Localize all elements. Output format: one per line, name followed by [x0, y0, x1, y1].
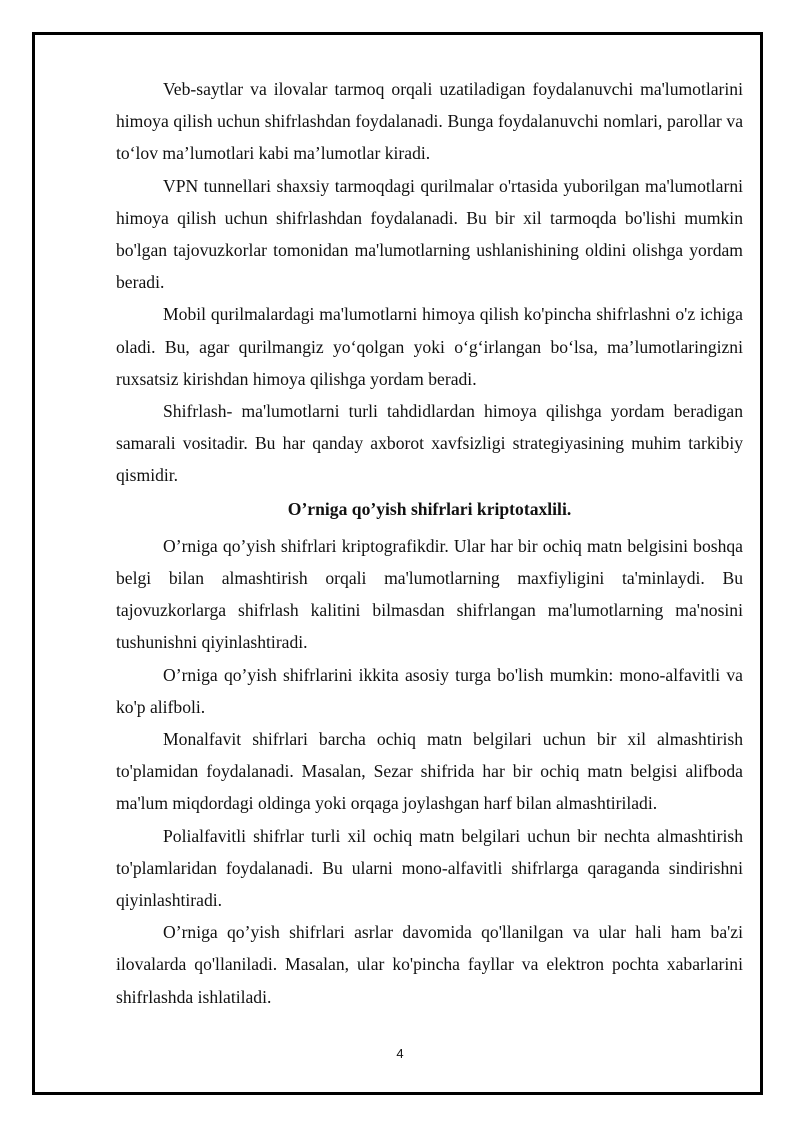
paragraph-monoalphabetic: Monalfavit shifrlari barcha ochiq matn belgilari uchun bir xil almashtirish to'plamidan foydalanadi. Masalan, Sezar shifrida har bir ochiq matn belgisi alifboda ma'lum miqdordagi oldinga yoki orqaga joylashgan harf bilan almashtiriladi. — [116, 729, 743, 814]
document-body — [116, 73, 743, 1013]
section-heading: O’rniga qo’yish shifrlari kriptotaxlili. — [287, 498, 572, 519]
paragraph-mobile-encryption: Mobil qurilmalardagi ma'lumotlarni himoya qilish ko'pincha shifrlashni o'z ichiga oladi. Bu, agar qurilmangiz yo‘qolgan yoki o‘g‘irlangan bo‘lsa, ma’lumotlaringizni ruxsatsiz kirishdan himoya qilishga yordam beradi. — [116, 304, 743, 389]
paragraph-substitution-usage: O’rniga qo’yish shifrlari asrlar davomida qo'llanilgan va ular hali ham ba'zi ilovalarda qo'llaniladi. Masalan, ular ko'pincha fayllar va elektron pochta xabarlarini shifrlashda ishlatiladi. — [116, 922, 743, 1007]
paragraph-web-encryption: Veb-saytlar va ilovalar tarmoq orqali uzatiladigan foydalanuvchi ma'lumotlarini himoya qilish uchun shifrlashdan foydalanadi. Bunga foydalanuvchi nomlari, parollar va to‘lov ma’lumotlari kabi ma’lumotlar kiradi. — [116, 79, 743, 164]
paragraph-vpn-encryption: VPN tunnellari shaxsiy tarmoqdagi qurilmalar o'rtasida yuborilgan ma'lumotlarni himoya qilish uchun shifrlashdan foydalanadi. Bu bir xil tarmoqda bo'lishi mumkin bo'lgan tajovuzkorlar tomonidan ma'lumotlarning ushlanishining oldini olishga yordam beradi. — [116, 175, 743, 293]
paragraph-substitution-intro: O’rniga qo’yish shifrlari kriptografikdir. Ular har bir ochiq matn belgisini boshqa belgi bilan almashtirish orqali ma'lumotlarning maxfiyligini ta'minlaydi. Bu tajovuzkorlarga shifrlash kalitini bilmasdan shifrlangan ma'lumotlarning ma'nosini tushunishni qiyinlashtiradi. — [116, 535, 743, 653]
paragraph-substitution-types: O’rniga qo’yish shifrlarini ikkita asosiy turga bo'lish mumkin: mono-alfavitli va ko'p alifboli. — [116, 664, 743, 717]
page-number: 4 — [396, 1046, 404, 1061]
paragraph-encryption-summary: Shifrlash- ma'lumotlarni turli tahdidlardan himoya qilishga yordam beradigan samarali vositadir. Bu har qanday axborot xavfsizligi strategiyasining muhim tarkibiy qismidir. — [116, 401, 743, 486]
paragraph-polyalphabetic: Polialfavitli shifrlar turli xil ochiq matn belgilari uchun bir nechta almashtirish to'plamlaridan foydalanadi. Bu ularni mono-alfavitli shifrlarga qaraganda sindirishni qiyinlashtiradi. — [116, 825, 743, 911]
